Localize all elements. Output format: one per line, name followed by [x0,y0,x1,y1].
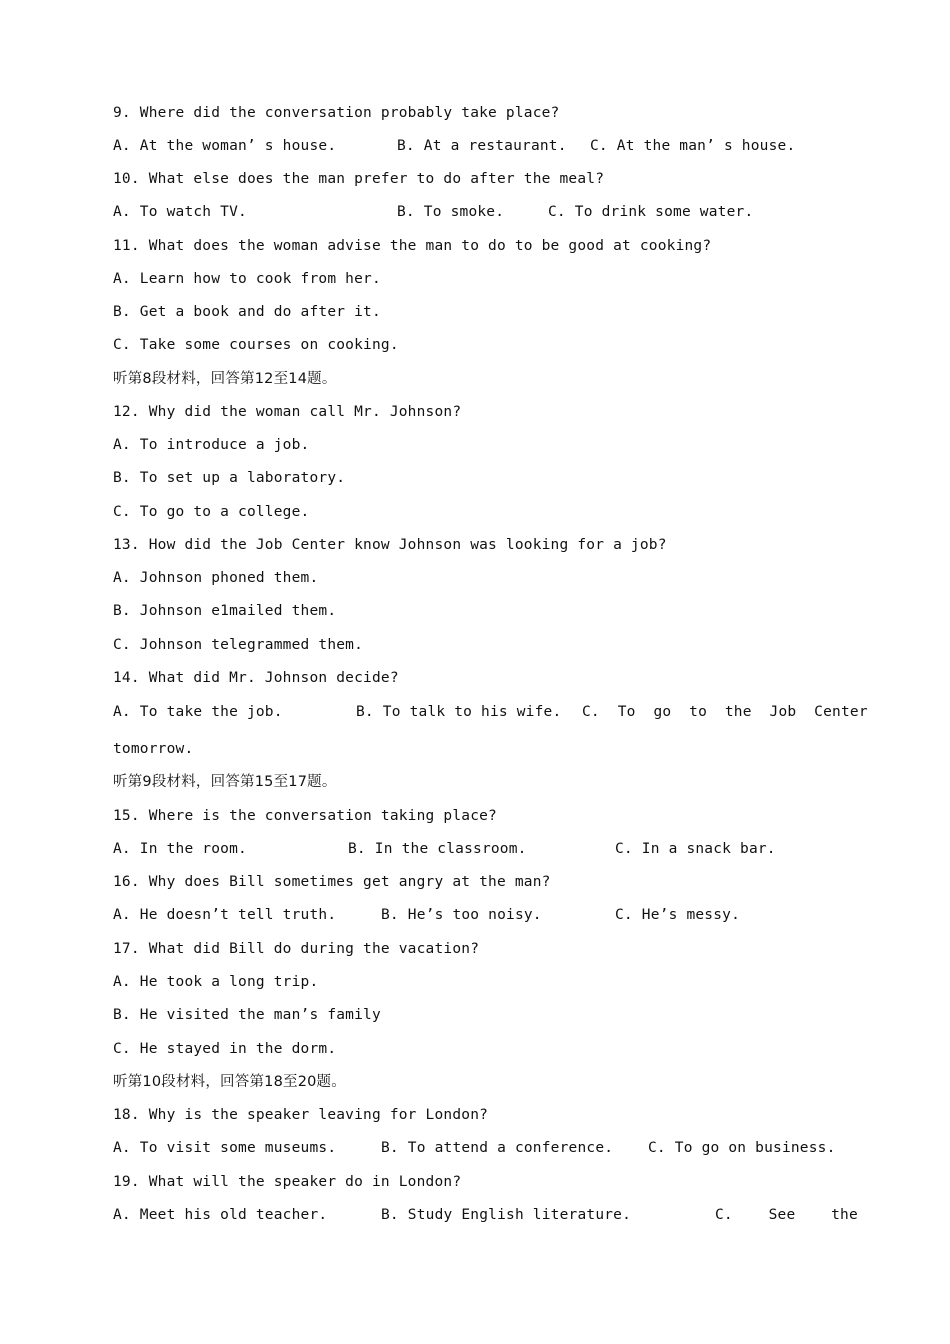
q13-option-b: B. Johnson e1mailed them. [113,603,337,619]
q14-option-c-continued: tomorrow. [113,741,194,757]
q18-option-b: B. To attend a conference. [381,1140,614,1156]
q19-option-b: B. Study English literature. [381,1207,632,1223]
q17-option-c: C. He stayed in the dorm. [113,1041,337,1057]
q11-option-c: C. Take some courses on cooking. [113,337,399,353]
question-12: 12. Why did the woman call Mr. Johnson? [113,404,462,420]
q16-option-c: C. He’s messy. [615,907,741,923]
q13-option-a: A. Johnson phoned them. [113,570,319,586]
q16-option-b: B. He’s too noisy. [381,907,542,923]
q12-option-c: C. To go to a college. [113,504,310,520]
q17-option-b: B. He visited the man’s family [113,1007,381,1023]
question-9: 9. Where did the conversation probably take place? [113,105,560,121]
section-heading-9: 听第9段材料，回答第15至17题。 [113,774,337,790]
question-15: 15. Where is the conversation taking place? [113,808,497,824]
q9-option-b: B. At a restaurant. [397,138,567,154]
q10-option-c: C. To drink some water. [548,204,754,220]
q10-option-b: B. To smoke. [397,204,505,220]
q14-option-a: A. To take the job. [113,704,283,720]
question-18: 18. Why is the speaker leaving for London? [113,1107,489,1123]
question-13: 13. How did the Job Center know Johnson was looking for a job? [113,537,667,553]
q9-option-c: C. At the man’ s house. [590,138,796,154]
q15-option-b: B. In the classroom. [348,841,527,857]
question-16: 16. Why does Bill sometimes get angry at the man? [113,874,551,890]
q14-option-b: B. To talk to his wife. [356,704,562,720]
question-10: 10. What else does the man prefer to do after the meal? [113,171,605,187]
q18-option-c: C. To go on business. [648,1140,836,1156]
q16-option-a: A. He doesn’t tell truth. [113,907,337,923]
q13-option-c: C. Johnson telegrammed them. [113,637,364,653]
q19-option-c: C. See the [715,1207,858,1223]
q14-option-c: C. To go to the Job Center [582,704,868,720]
section-heading-8: 听第8段材料，回答第12至14题。 [113,371,337,387]
question-19: 19. What will the speaker do in London? [113,1174,462,1190]
question-17: 17. What did Bill do during the vacation? [113,941,480,957]
q12-option-a: A. To introduce a job. [113,437,310,453]
question-11: 11. What does the woman advise the man to do to be good at cooking? [113,238,712,254]
q10-option-a: A. To watch TV. [113,204,247,220]
q11-option-b: B. Get a book and do after it. [113,304,381,320]
section-heading-10: 听第10段材料，回答第18至20题。 [113,1074,346,1090]
q15-option-a: A. In the room. [113,841,247,857]
q9-option-a: A. At the woman’ s house. [113,138,337,154]
q15-option-c: C. In a snack bar. [615,841,776,857]
q12-option-b: B. To set up a laboratory. [113,470,346,486]
q18-option-a: A. To visit some museums. [113,1140,337,1156]
q19-option-a: A. Meet his old teacher. [113,1207,328,1223]
q11-option-a: A. Learn how to cook from her. [113,271,381,287]
question-14: 14. What did Mr. Johnson decide? [113,670,399,686]
q17-option-a: A. He took a long trip. [113,974,319,990]
